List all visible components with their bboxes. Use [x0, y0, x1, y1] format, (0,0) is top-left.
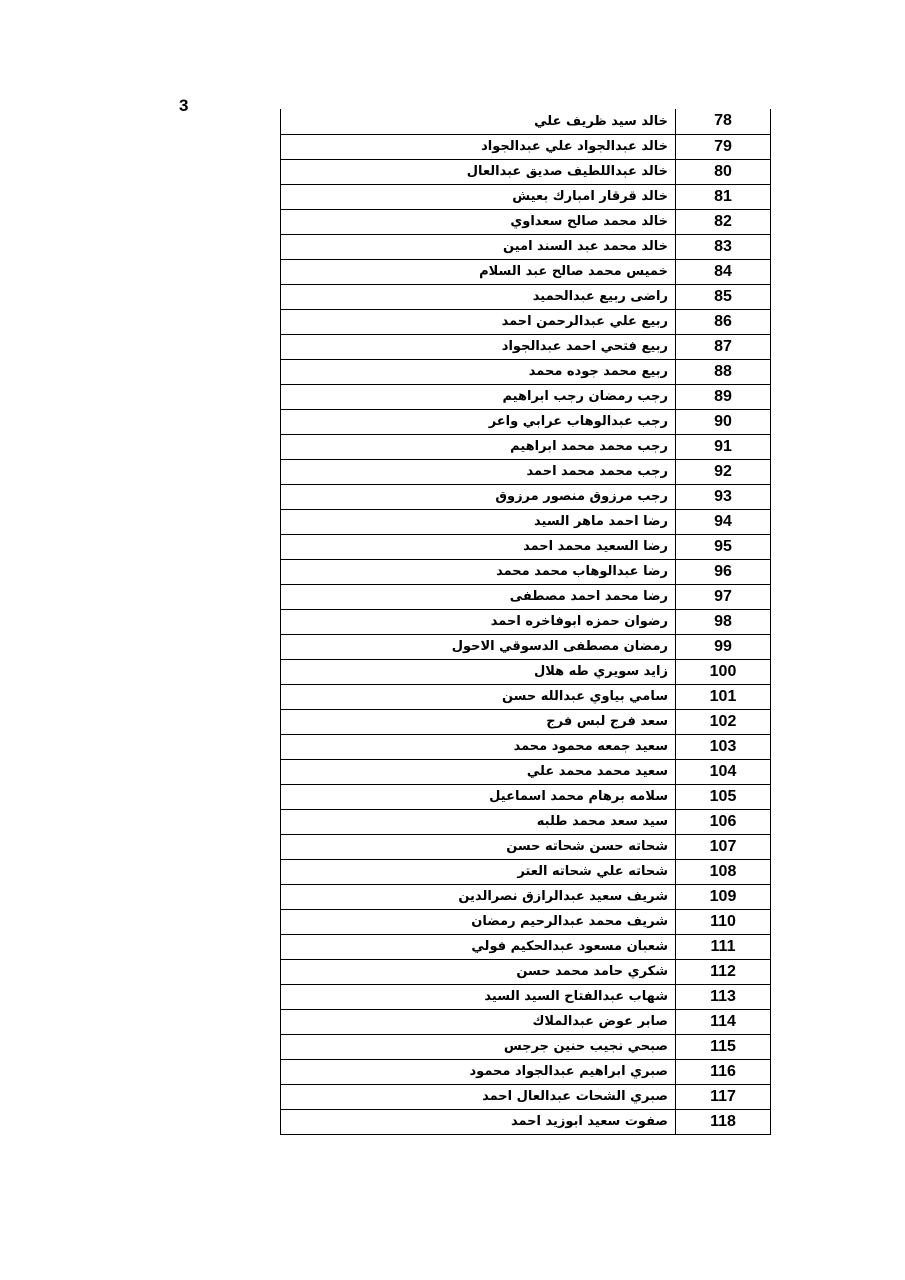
number-cell: 118	[676, 1109, 771, 1134]
name-cell: رضا احمد ماهر السيد	[281, 509, 676, 534]
number-cell: 107	[676, 834, 771, 859]
table-row	[281, 134, 771, 159]
number-cell: 108	[676, 859, 771, 884]
table-row	[281, 234, 771, 259]
table-row	[281, 1034, 771, 1059]
name-cell: شريف محمد عبدالرحيم رمضان	[281, 909, 676, 934]
number-cell: 80	[676, 159, 771, 184]
table-row	[281, 1084, 771, 1109]
number-cell: 88	[676, 359, 771, 384]
name-cell: صبري الشحات عبدالعال احمد	[281, 1084, 676, 1109]
table-row	[281, 659, 771, 684]
table-row	[281, 759, 771, 784]
name-cell: خميس محمد صالح عبد السلام	[281, 259, 676, 284]
number-cell: 106	[676, 809, 771, 834]
name-cell: رمضان مصطفى الدسوقي الاحول	[281, 634, 676, 659]
name-cell: صفوت سعيد ابوزيد احمد	[281, 1109, 676, 1134]
name-cell: شكري حامد محمد حسن	[281, 959, 676, 984]
names-table-body	[281, 109, 771, 1134]
number-cell: 100	[676, 659, 771, 684]
table-row	[281, 1009, 771, 1034]
number-cell: 113	[676, 984, 771, 1009]
name-cell: شعبان مسعود عبدالحكيم فولي	[281, 934, 676, 959]
name-cell: خالد محمد صالح سعداوي	[281, 209, 676, 234]
table-row	[281, 534, 771, 559]
name-cell: ربيع فتحي احمد عبدالجواد	[281, 334, 676, 359]
number-cell: 79	[676, 134, 771, 159]
table-row	[281, 784, 771, 809]
number-cell: 85	[676, 284, 771, 309]
name-cell: سعيد محمد محمد علي	[281, 759, 676, 784]
table-row	[281, 934, 771, 959]
number-cell: 93	[676, 484, 771, 509]
table-row	[281, 284, 771, 309]
table-row	[281, 109, 771, 134]
table-row	[281, 309, 771, 334]
number-cell: 81	[676, 184, 771, 209]
name-cell: رضا السعيد محمد احمد	[281, 534, 676, 559]
name-cell: صابر عوض عبدالملاك	[281, 1009, 676, 1034]
table-row	[281, 1109, 771, 1134]
table-row	[281, 959, 771, 984]
name-cell: صبحي نجيب حنين جرجس	[281, 1034, 676, 1059]
number-cell: 115	[676, 1034, 771, 1059]
number-cell: 83	[676, 234, 771, 259]
table-row	[281, 459, 771, 484]
names-table	[280, 109, 771, 1135]
number-cell: 110	[676, 909, 771, 934]
name-cell: سيد سعد محمد طلبه	[281, 809, 676, 834]
name-cell: شهاب عبدالفتاح السيد السيد	[281, 984, 676, 1009]
name-cell: رجب محمد محمد احمد	[281, 459, 676, 484]
table-row	[281, 259, 771, 284]
table-row	[281, 834, 771, 859]
number-cell: 111	[676, 934, 771, 959]
table-row	[281, 484, 771, 509]
name-cell: سعد فرج لبس فرج	[281, 709, 676, 734]
number-cell: 117	[676, 1084, 771, 1109]
number-cell: 86	[676, 309, 771, 334]
name-cell: راضى ربيع عبدالحميد	[281, 284, 676, 309]
table-row	[281, 634, 771, 659]
table-row	[281, 434, 771, 459]
name-cell: سلامه برهام محمد اسماعيل	[281, 784, 676, 809]
table-row	[281, 709, 771, 734]
table-row	[281, 409, 771, 434]
number-cell: 94	[676, 509, 771, 534]
number-cell: 87	[676, 334, 771, 359]
number-cell: 96	[676, 559, 771, 584]
number-cell: 89	[676, 384, 771, 409]
table-row	[281, 584, 771, 609]
name-cell: خالد محمد عبد السند امين	[281, 234, 676, 259]
page-number: 3	[179, 96, 189, 115]
table-row	[281, 809, 771, 834]
name-cell: رجب محمد محمد ابراهيم	[281, 434, 676, 459]
table-row	[281, 859, 771, 884]
table-row	[281, 384, 771, 409]
number-cell: 97	[676, 584, 771, 609]
number-cell: 95	[676, 534, 771, 559]
name-cell: رجب رمضان رجب ابراهيم	[281, 384, 676, 409]
name-cell: شحاته حسن شحاته حسن	[281, 834, 676, 859]
name-cell: رجب عبدالوهاب عرابي واعر	[281, 409, 676, 434]
name-cell: خالد قرقار امبارك بعيش	[281, 184, 676, 209]
number-cell: 78	[676, 109, 771, 134]
number-cell: 101	[676, 684, 771, 709]
table-row	[281, 909, 771, 934]
table-row	[281, 159, 771, 184]
table-row	[281, 884, 771, 909]
table-row	[281, 209, 771, 234]
number-cell: 112	[676, 959, 771, 984]
table-row	[281, 734, 771, 759]
name-cell: سعيد جمعه محمود محمد	[281, 734, 676, 759]
name-cell: خالد عبداللطيف صديق عبدالعال	[281, 159, 676, 184]
name-cell: شريف سعيد عبدالرازق نصرالدين	[281, 884, 676, 909]
name-cell: زايد سويري طه هلال	[281, 659, 676, 684]
table-row	[281, 359, 771, 384]
name-cell: ربيع محمد جوده محمد	[281, 359, 676, 384]
table-row	[281, 984, 771, 1009]
number-cell: 84	[676, 259, 771, 284]
number-cell: 114	[676, 1009, 771, 1034]
number-cell: 102	[676, 709, 771, 734]
number-cell: 105	[676, 784, 771, 809]
number-cell: 109	[676, 884, 771, 909]
number-cell: 103	[676, 734, 771, 759]
name-cell: رجب مرزوق منصور مرزوق	[281, 484, 676, 509]
table-row	[281, 334, 771, 359]
table-row	[281, 184, 771, 209]
name-cell: شحاته علي شحاته العتر	[281, 859, 676, 884]
name-cell: صبري ابراهيم عبدالجواد محمود	[281, 1059, 676, 1084]
name-cell: سامي بياوي عبدالله حسن	[281, 684, 676, 709]
name-cell: رضا محمد احمد مصطفى	[281, 584, 676, 609]
table-row	[281, 1059, 771, 1084]
name-cell: رضوان حمزه ابوفاخره احمد	[281, 609, 676, 634]
number-cell: 99	[676, 634, 771, 659]
number-cell: 82	[676, 209, 771, 234]
number-cell: 90	[676, 409, 771, 434]
name-cell: خالد سيد ظريف علي	[281, 109, 676, 134]
table-row	[281, 684, 771, 709]
number-cell: 116	[676, 1059, 771, 1084]
name-cell: رضا عبدالوهاب محمد محمد	[281, 559, 676, 584]
number-cell: 104	[676, 759, 771, 784]
table-row	[281, 509, 771, 534]
name-cell: خالد عبدالجواد علي عبدالجواد	[281, 134, 676, 159]
number-cell: 91	[676, 434, 771, 459]
table-row	[281, 609, 771, 634]
number-cell: 92	[676, 459, 771, 484]
name-cell: ربيع علي عبدالرحمن احمد	[281, 309, 676, 334]
table-row	[281, 559, 771, 584]
number-cell: 98	[676, 609, 771, 634]
